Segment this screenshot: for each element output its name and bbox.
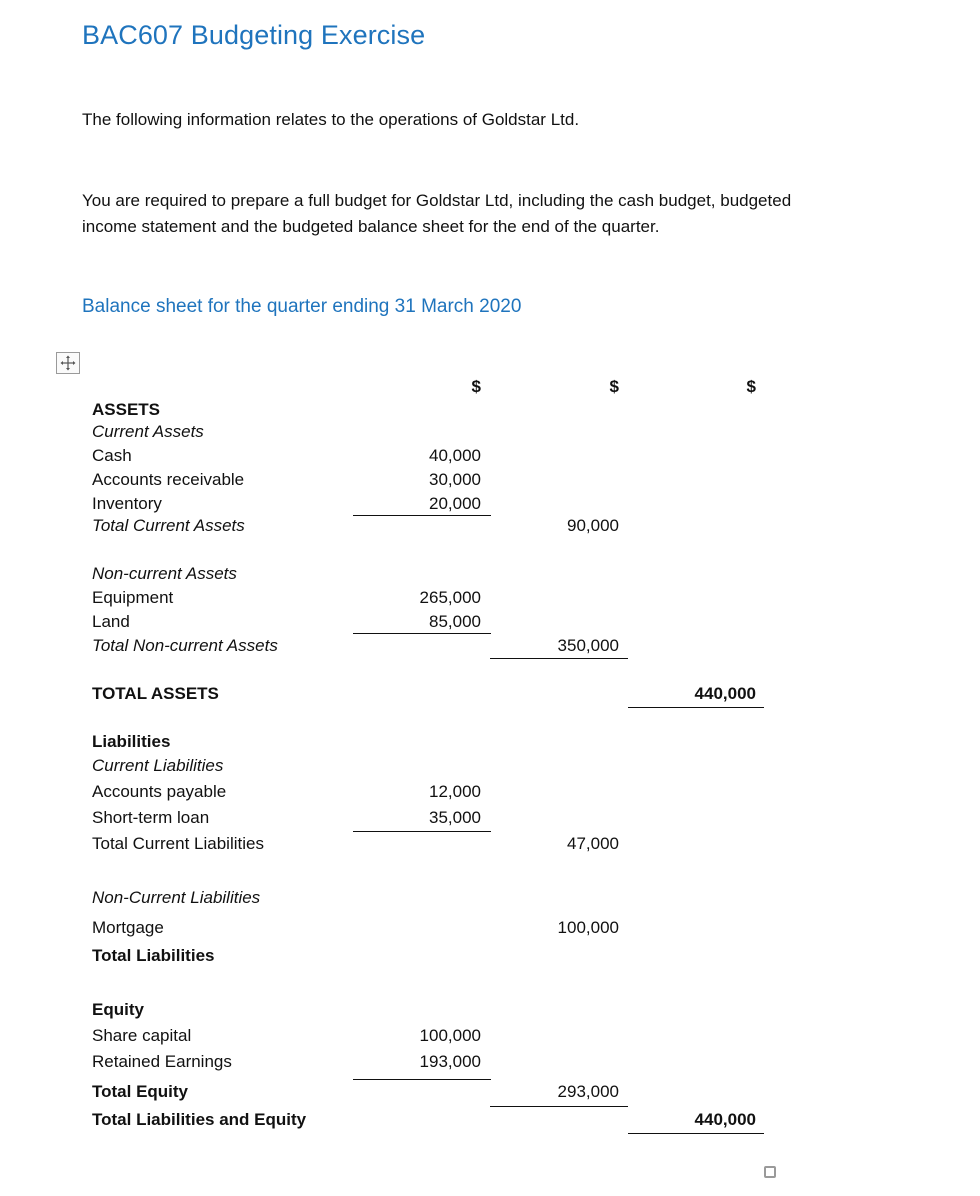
move-arrows-icon xyxy=(60,355,76,371)
short-term-loan-value: 35,000 xyxy=(429,808,481,827)
mortgage-value: 100,000 xyxy=(557,918,619,937)
non-current-assets-heading: Non-current Assets xyxy=(92,564,237,583)
subtotal-rule xyxy=(353,1079,491,1080)
total-assets-value: 440,000 xyxy=(694,684,756,703)
inventory-label: Inventory xyxy=(92,494,162,513)
subtotal-rule xyxy=(353,515,491,516)
document-title: BAC607 Budgeting Exercise xyxy=(82,20,426,50)
currency-header: $ xyxy=(471,377,481,396)
subtotal-rule xyxy=(353,831,491,832)
total-non-current-assets-value: 350,000 xyxy=(557,636,619,655)
accounts-payable-label: Accounts payable xyxy=(92,782,227,801)
currency-header: $ xyxy=(609,377,619,396)
total-assets-label: TOTAL ASSETS xyxy=(92,684,219,703)
subtotal-rule xyxy=(490,658,628,659)
subtotal-rule xyxy=(353,633,491,634)
equity-heading: Equity xyxy=(92,1000,144,1019)
land-value: 85,000 xyxy=(429,612,481,631)
currency-header: $ xyxy=(746,377,756,396)
cash-value: 40,000 xyxy=(429,446,481,465)
subtotal-rule xyxy=(490,1106,628,1107)
total-equity-value: 293,000 xyxy=(557,1082,619,1101)
cash-label: Cash xyxy=(92,446,132,465)
total-non-current-assets-label: Total Non-current Assets xyxy=(92,636,278,655)
accounts-payable-value: 12,000 xyxy=(429,782,481,801)
intro-paragraph: The following information relates to the operations of Goldstar Ltd. xyxy=(82,110,580,129)
total-equity-label: Total Equity xyxy=(92,1082,189,1101)
total-current-assets-value: 90,000 xyxy=(567,516,619,535)
land-label: Land xyxy=(92,612,130,631)
accounts-receivable-value: 30,000 xyxy=(429,470,481,489)
total-liabilities-equity-label: Total Liabilities and Equity xyxy=(92,1110,307,1129)
section-heading: Balance sheet for the quarter ending 31 March 2020 xyxy=(82,296,522,317)
table-resize-handle[interactable] xyxy=(764,1166,776,1178)
mortgage-label: Mortgage xyxy=(92,918,164,937)
equipment-value: 265,000 xyxy=(419,588,481,607)
retained-earnings-value: 193,000 xyxy=(419,1052,481,1071)
accounts-receivable-label: Accounts receivable xyxy=(92,470,245,489)
retained-earnings-label: Retained Earnings xyxy=(92,1052,232,1071)
inventory-value: 20,000 xyxy=(429,494,481,513)
table-move-handle[interactable] xyxy=(56,352,80,374)
total-liabilities-label: Total Liabilities xyxy=(92,946,215,965)
current-assets-heading: Current Assets xyxy=(92,422,204,441)
instructions-paragraph: You are required to prepare a full budget for Goldstar Ltd, including the cash budget, budgeted income statement and the budgeted balance sheet for the end of the quarter. xyxy=(82,191,792,236)
equipment-label: Equipment xyxy=(92,588,174,607)
non-current-liabilities-heading: Non-Current Liabilities xyxy=(92,888,261,907)
short-term-loan-label: Short-term loan xyxy=(92,808,210,827)
total-rule xyxy=(628,707,764,708)
total-liabilities-equity-value: 440,000 xyxy=(694,1110,756,1129)
total-current-liabilities-value: 47,000 xyxy=(567,834,619,853)
assets-heading: ASSETS xyxy=(92,400,161,419)
share-capital-label: Share capital xyxy=(92,1026,192,1045)
liabilities-heading: Liabilities xyxy=(92,732,171,751)
total-rule xyxy=(628,1133,764,1134)
share-capital-value: 100,000 xyxy=(419,1026,481,1045)
total-current-assets-label: Total Current Assets xyxy=(92,516,245,535)
current-liabilities-heading: Current Liabilities xyxy=(92,756,224,775)
total-current-liabilities-label: Total Current Liabilities xyxy=(92,834,264,853)
